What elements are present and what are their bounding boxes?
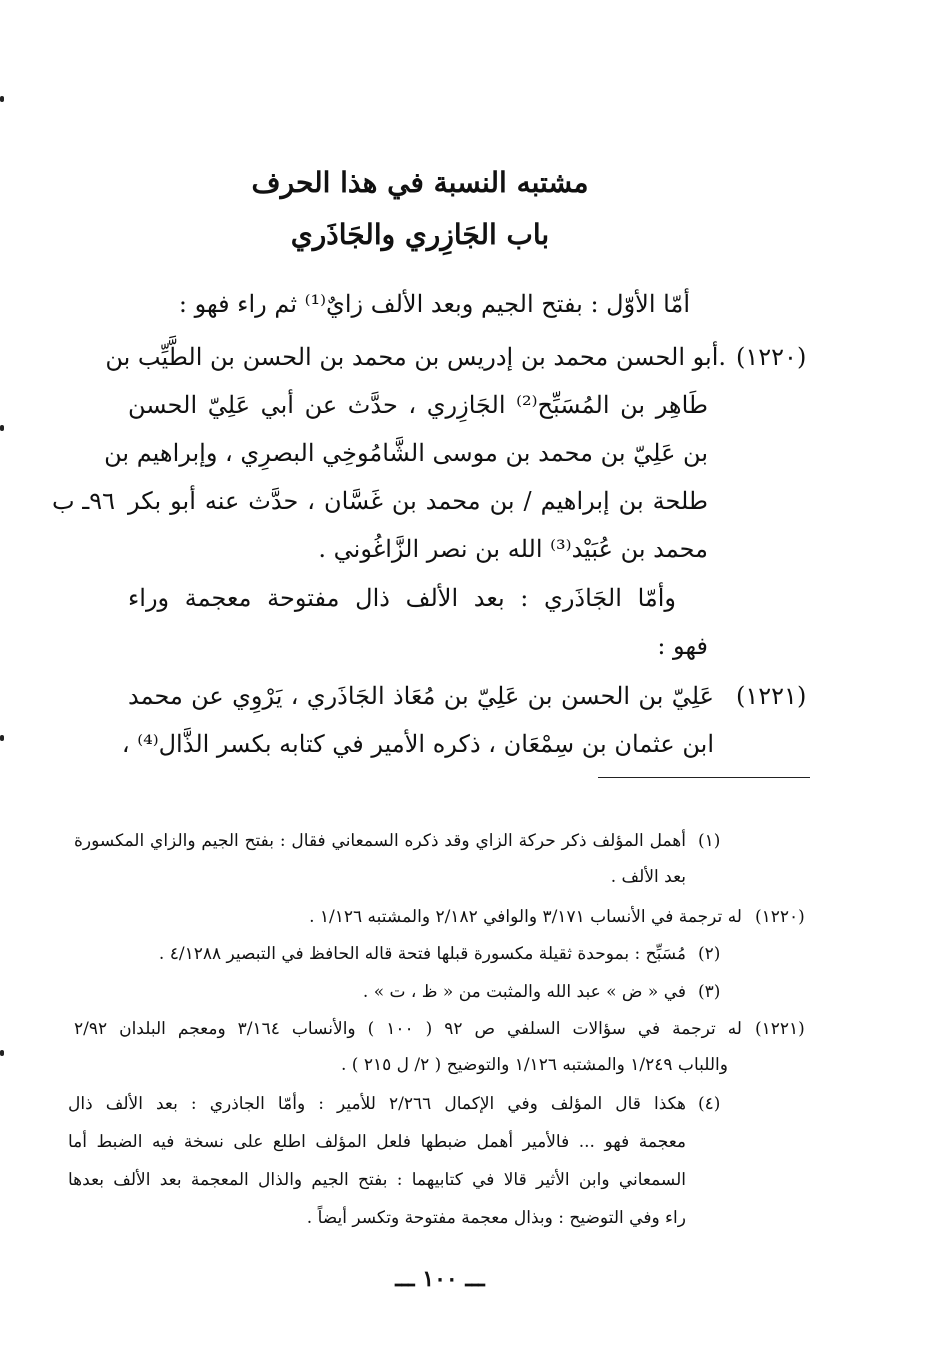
footnote-number: (٣) <box>698 982 721 1002</box>
footnote-line: راء وفي التوضيح : وبذال معجمة مفتوحة وتكسر أيضاً . <box>306 1208 686 1228</box>
scan-edge-mark <box>0 1050 4 1056</box>
entry-1221-line: عَلِيّ بن الحسن بن عَلِيّ بن مُعَاذ الجَاذَري ، يَرْوِي عن محمد <box>128 682 714 710</box>
entry-1220-line: محمد بن عُبَيْد⁽³⁾ الله بن نصر الزَّاغُوني . <box>318 535 708 563</box>
entry-1220-line: طَاهِر بن المُسَبِّح⁽²⁾ الجَازِري ، حدَّث عن أبي عَلِيّ الحسن <box>128 391 709 419</box>
footnote-line: واللباب ١/٢٤٩ والمشتبه ١/١٢٦ والتوضيح ( ٢/ ل ٢١٥ ) . <box>341 1055 728 1075</box>
entry-1221-line: ابن عثمان بن سِمْعَان ، ذكره الأمير في كتابه بكسر الذَّال⁽⁴⁾ ، <box>121 730 714 758</box>
footnote-number: (١٢٢٠) <box>755 907 805 927</box>
footnote-number: (١) <box>698 831 721 851</box>
entry-number-1220: (١٢٢٠) <box>736 343 807 371</box>
footnote-number: (٤) <box>698 1094 721 1114</box>
scan-edge-mark <box>0 735 4 741</box>
footnote-number: (٢) <box>698 944 721 964</box>
margin-folio-note: ٩٦ـ ب <box>52 487 116 515</box>
page-number: ـــ ١٠٠ ـــ <box>395 1266 485 1292</box>
entry-1220-line: .أبو الحسن محمد بن إدريس بن محمد بن الحسن بن الطَّيِّب بن <box>105 343 726 371</box>
footnote-line: له ترجمة في الأنساب ٣/١٧١ والوافي ٢/١٨٢ والمشتبه ١/١٢٦ . <box>309 907 742 927</box>
footnote-line: السمعاني وابن الأثير قالا في كتابيهما : بفتح الجيم والذال المعجمة بعد الألف بعدها <box>68 1170 686 1190</box>
entry-1220-line: طلحة بن إبراهيم / بن محمد بن غَسَّان ، حدَّث عنه أبو بكر <box>128 487 708 515</box>
footnote-line: معجمة فهو ... فالأمير أهمل ضبطها فلعل المؤلف اطلع على نسخة فيه الضبط أما <box>68 1132 686 1152</box>
scan-edge-mark <box>0 425 4 431</box>
entry-1220-line: بن عَلِيّ بن محمد بن موسى الشَّامُوخِي البصرِي ، وإبراهيم بن <box>104 439 708 467</box>
page-title: مشتبه النسبة في هذا الحرف <box>251 166 589 199</box>
footnote-separator <box>598 777 810 778</box>
second-intro-line: فهو : <box>657 632 708 660</box>
footnote-line: هكذا قال المؤلف وفي الإكمال ٢/٢٦٦ للأمير : وأمّا الجاذري : بعد الألف ذال <box>68 1094 687 1114</box>
footnote-line: في « ض » عبد الله والمثبت من « ظ ، ت » . <box>362 982 686 1002</box>
footnote-line: له ترجمة في سؤالات السلفي ص ٩٢ ( ١٠٠ ) والأنساب ٣/١٦٤ ومعجم البلدان ٢/٩٢ <box>74 1019 742 1039</box>
footnote-line: أهمل المؤلف ذكر حركة الزاي وقد ذكره السمعاني فقال : بفتح الجيم والزاي المكسورة <box>74 831 686 851</box>
footnote-number: (١٢٢١) <box>755 1019 805 1039</box>
footnote-line: بعد الألف . <box>610 867 686 887</box>
second-intro-line: وأمّا الجَاذَري : بعد الألف ذال مفتوحة معجمة وراء <box>128 584 676 612</box>
scan-edge-mark <box>0 96 4 102</box>
entry-number-1221: (١٢٢١) <box>736 682 807 710</box>
intro-line: أمّا الأوّل : بفتح الجيم وبعد الألف زايٌ⁽¹⁾ ثم راء فهو : <box>178 290 690 318</box>
section-subtitle: باب الجَازِري والجَاذَري <box>290 218 550 251</box>
footnote-line: مُسَبِّح : بموحدة ثقيلة مكسورة قبلها فتحة قاله الحافظ في التبصير ٤/١٢٨٨ . <box>158 944 686 964</box>
